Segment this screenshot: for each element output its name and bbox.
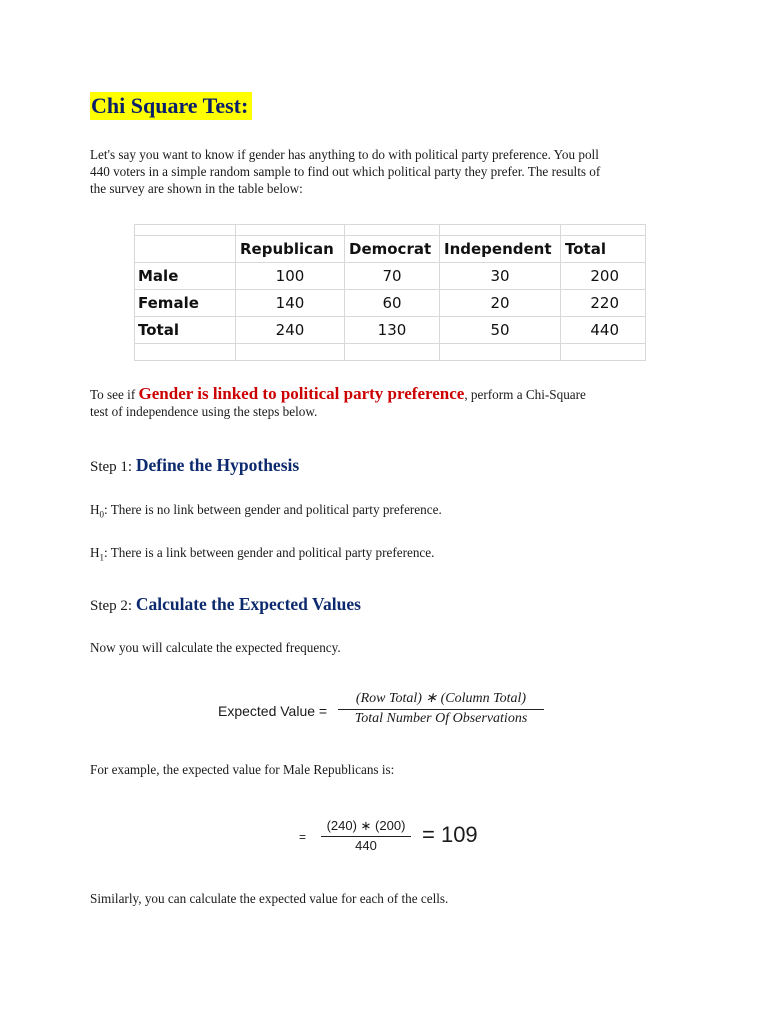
method-line: test of independence using the steps below. [90, 404, 318, 419]
step-title: Define the Hypothesis [135, 455, 300, 475]
formula-fraction [336, 690, 546, 727]
step-1-heading [90, 455, 299, 476]
formula-label: Expected Value = [218, 703, 328, 719]
example-numerator: (240) ∗ (200) [326, 818, 406, 833]
alternative-hypothesis: $H_1$: There is a link between gender and political party preference. [90, 545, 435, 563]
column-header: Total [561, 236, 646, 263]
example-result: = 109 [422, 822, 478, 847]
column-header: Independent [440, 236, 561, 263]
row-label: Total [135, 317, 236, 344]
step-label: Step 2: [90, 598, 136, 614]
table-cell: 240 [236, 317, 345, 344]
example-fraction [320, 818, 412, 853]
intro-paragraph [90, 146, 690, 197]
table-cell: 50 [440, 317, 561, 344]
step-label: Step 1: [90, 459, 136, 475]
method-prefix: To see if [90, 387, 139, 402]
intro-line: Let's say you want to know if gender has anything to do with political party preference. You poll [90, 147, 599, 162]
table-cell: 100 [236, 263, 345, 290]
column-header: Democrat [345, 236, 440, 263]
row-label: Male [135, 263, 236, 290]
row-label: Female [135, 290, 236, 317]
table-cell: 20 [440, 290, 561, 317]
formula-numerator: (Row Total) ∗ (Column Total) [355, 691, 527, 706]
highlighted-claim: Gender is linked to political party preference [138, 384, 465, 403]
table-cell: 60 [345, 290, 440, 317]
table-cell: 30 [440, 263, 561, 290]
example-denominator: 440 [355, 838, 377, 853]
intro-line: the survey are shown in the table below: [90, 181, 303, 196]
table-cell: 130 [345, 317, 440, 344]
survey-table [134, 224, 646, 361]
table-row [135, 317, 646, 344]
table-row [135, 263, 646, 290]
table-cell: 200 [561, 263, 646, 290]
closing-text: Similarly, you can calculate the expected value for each of the cells. [90, 891, 449, 906]
table-cell: 220 [561, 290, 646, 317]
method-suffix: , perform a Chi-Square [464, 387, 586, 402]
page-title: Chi Square Test: [90, 92, 252, 120]
intro-line: 440 voters in a simple random sample to find out which political party they prefer. The results of [90, 164, 601, 179]
null-hypothesis: $H_0$: There is no link between gender and political party preference. [90, 502, 442, 520]
method-paragraph [90, 384, 690, 419]
step-title: Calculate the Expected Values [135, 594, 361, 614]
table-cell: 70 [345, 263, 440, 290]
example-text: For example, the expected value for Male Republicans is: [90, 762, 395, 777]
equals-sign: = [299, 830, 307, 844]
formula-denominator: Total Number Of Observations [354, 711, 528, 726]
column-header: Republican [236, 236, 345, 263]
expected-intro: Now you will calculate the expected frequency. [90, 640, 341, 655]
table-row [135, 290, 646, 317]
step-2-heading [90, 594, 361, 615]
table-cell: 440 [561, 317, 646, 344]
table-cell: 140 [236, 290, 345, 317]
